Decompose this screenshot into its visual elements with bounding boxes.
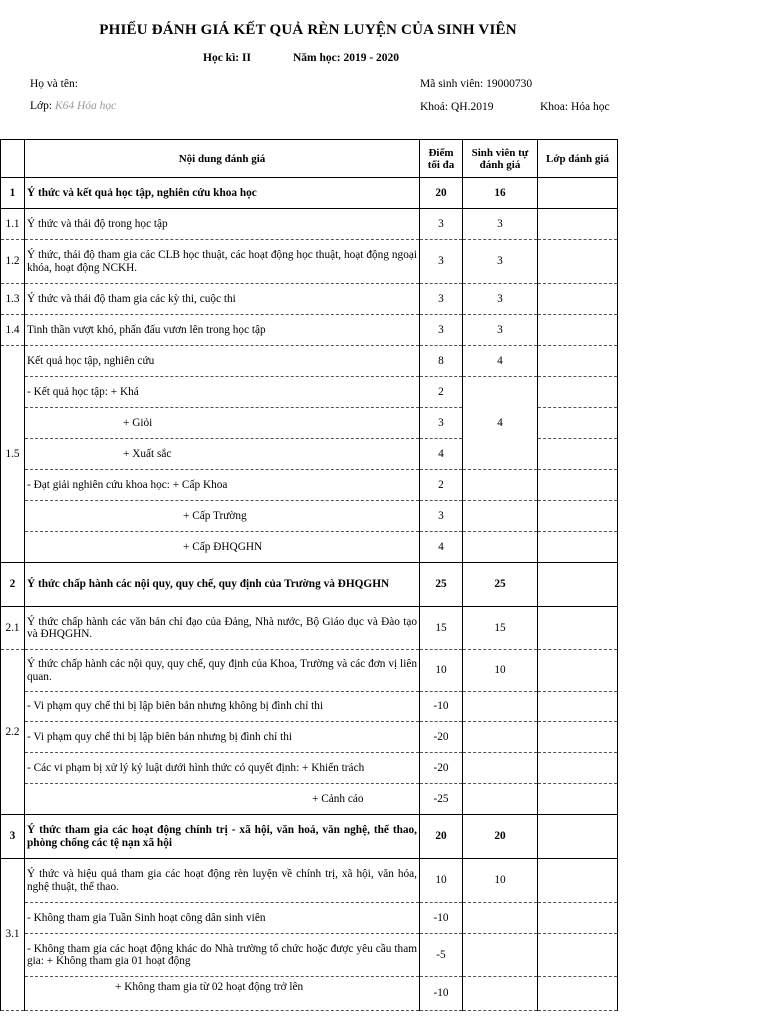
max-score: -10 [420, 977, 463, 1011]
table-row [1, 607, 618, 650]
table-row [1, 784, 618, 815]
row-number: 2.1 [1, 607, 25, 650]
max-score: -10 [420, 903, 463, 934]
table-header-row [1, 140, 618, 178]
class-score-cell[interactable] [538, 240, 618, 284]
class-value: K64 Hóa học [54, 100, 117, 112]
table-row [1, 903, 618, 934]
row-content: + Không tham gia từ 02 hoạt động trở lên [25, 977, 420, 1011]
self-score: 4 [463, 377, 538, 470]
evaluation-table [0, 139, 618, 1011]
class-score-cell[interactable] [538, 607, 618, 650]
row-content: Ý thức và kết quả học tập, nghiên cứu khoa học [25, 178, 420, 209]
row-content: - Đạt giải nghiên cứu khoa học: + Cấp Khoa [25, 470, 420, 501]
table-row [1, 284, 618, 315]
class-score-cell[interactable] [538, 470, 618, 501]
table-row [1, 977, 618, 1011]
header-self-score: Sinh viên tự đánh giá [463, 140, 538, 178]
table-row [1, 815, 618, 859]
max-score: 10 [420, 859, 463, 903]
row-number: 2.2 [1, 650, 25, 815]
row-content: + Giỏi [25, 408, 420, 439]
max-score: 20 [420, 815, 463, 859]
class-score-cell[interactable] [538, 563, 618, 607]
self-score-cell [463, 470, 538, 501]
max-score: 4 [420, 439, 463, 470]
row-number: 1.2 [1, 240, 25, 284]
max-score: 8 [420, 346, 463, 377]
class-label: Lớp: [30, 100, 53, 112]
row-content: + Xuất sắc [25, 439, 420, 470]
row-content: - Vi phạm quy chế thi bị lập biên bản nhưng không bị đình chỉ thi [25, 692, 420, 722]
self-score: 10 [463, 859, 538, 903]
row-content: Ý thức và hiệu quả tham gia các hoạt động rèn luyện về chính trị, xã hội, văn hóa, nghệ thuật, thể thao. [25, 859, 420, 903]
table-row [1, 753, 618, 784]
row-number: 1.3 [1, 284, 25, 315]
max-score: 3 [420, 284, 463, 315]
header-max-score: Điểm tối đa [420, 140, 463, 178]
class-score-cell[interactable] [538, 784, 618, 815]
self-score: 25 [463, 563, 538, 607]
self-score: 20 [463, 815, 538, 859]
student-name-label: Họ và tên: [30, 78, 78, 90]
row-content: - Vi phạm quy chế thi bị lập biên bản nhưng bị đình chỉ thi [25, 722, 420, 753]
table-row [1, 501, 618, 532]
row-content: Ý thức chấp hành các văn bản chỉ đạo của Đảng, Nhà nước, Bộ Giáo dục và Đào tạo và ĐHQGHN. [25, 607, 420, 650]
self-score-cell [463, 784, 538, 815]
row-content: + Cảnh cáo [25, 784, 420, 815]
max-score: 3 [420, 209, 463, 240]
class-score-cell[interactable] [538, 439, 618, 470]
class-score-cell[interactable] [538, 859, 618, 903]
form-title: PHIẾU ĐÁNH GIÁ KẾT QUẢ RÈN LUYỆN CỦA SINH VIÊN [99, 22, 517, 38]
max-score: 25 [420, 563, 463, 607]
max-score: 4 [420, 532, 463, 563]
table-row [1, 532, 618, 563]
table-row [1, 178, 618, 209]
header-class-score: Lớp đánh giá [538, 140, 618, 178]
class-score-cell[interactable] [538, 377, 618, 408]
max-score: 2 [420, 377, 463, 408]
max-score: 3 [420, 240, 463, 284]
row-content: Ý thức và thái độ trong học tập [25, 209, 420, 240]
class-score-cell[interactable] [538, 408, 618, 439]
row-content: Tinh thần vượt khó, phấn đấu vươn lên trong học tập [25, 315, 420, 346]
self-score: 3 [463, 315, 538, 346]
max-score: -20 [420, 753, 463, 784]
row-content: - Không tham gia các hoạt động khác do Nhà trường tổ chức hoặc được yêu cầu tham gia: + Không tham gia 01 hoạt động [25, 934, 420, 977]
class-score-cell[interactable] [538, 178, 618, 209]
max-score: 3 [420, 408, 463, 439]
max-score: 20 [420, 178, 463, 209]
table-row [1, 650, 618, 692]
self-score: 10 [463, 650, 538, 692]
class-score-cell[interactable] [538, 532, 618, 563]
row-number: 1.1 [1, 209, 25, 240]
table-row [1, 934, 618, 977]
class-score-cell[interactable] [538, 722, 618, 753]
cohort-label: Khoá: QH.2019 [420, 101, 494, 113]
row-content: Ý thức, thái độ tham gia các CLB học thuật, các hoạt động học thuật, hoạt động ngoại khóa, hoạt động NCKH. [25, 240, 420, 284]
self-score: 3 [463, 284, 538, 315]
table-row [1, 209, 618, 240]
row-content: - Kết quả học tập: + Khá [25, 377, 420, 408]
table-row [1, 859, 618, 903]
self-score: 15 [463, 607, 538, 650]
class-score-cell[interactable] [538, 903, 618, 934]
max-score: 15 [420, 607, 463, 650]
row-number: 1 [1, 178, 25, 209]
row-number: 3 [1, 815, 25, 859]
class-field [30, 100, 116, 112]
self-score-cell [463, 532, 538, 563]
max-score: 10 [420, 650, 463, 692]
class-score-cell[interactable] [538, 753, 618, 784]
row-content: - Không tham gia Tuần Sinh hoạt công dân sinh viên [25, 903, 420, 934]
class-score-cell[interactable] [538, 650, 618, 692]
max-score: 3 [420, 315, 463, 346]
row-number: 1.4 [1, 315, 25, 346]
class-score-cell[interactable] [538, 346, 618, 377]
row-number: 2 [1, 563, 25, 607]
max-score: -20 [420, 722, 463, 753]
self-score-cell [463, 903, 538, 934]
class-score-cell[interactable] [538, 692, 618, 722]
class-score-cell[interactable] [538, 284, 618, 315]
table-row [1, 240, 618, 284]
self-score-cell [463, 722, 538, 753]
row-content: Ý thức chấp hành các nội quy, quy chế, quy định của Trường và ĐHQGHN [25, 563, 420, 607]
school-year-label: Năm học: 2019 - 2020 [293, 52, 400, 64]
row-content: Ý thức chấp hành các nội quy, quy chế, quy định của Khoa, Trường và các đơn vị liên quan. [25, 650, 420, 692]
row-content: Ý thức tham gia các hoạt động chính trị - xã hội, văn hoá, văn nghệ, thể thao, phòng chống các tệ nạn xã hội [25, 815, 420, 859]
self-score-cell [463, 501, 538, 532]
class-score-cell[interactable] [538, 977, 618, 1011]
table-row [1, 563, 618, 607]
table-row [1, 346, 618, 377]
class-score-cell[interactable] [538, 934, 618, 977]
class-score-cell[interactable] [538, 209, 618, 240]
class-score-cell[interactable] [538, 501, 618, 532]
class-score-cell[interactable] [538, 315, 618, 346]
table-row [1, 692, 618, 722]
header-content: Nội dung đánh giá [25, 140, 420, 178]
table-row [1, 315, 618, 346]
class-score-cell[interactable] [538, 815, 618, 859]
self-score-cell [463, 692, 538, 722]
table-row [1, 377, 618, 408]
row-content: - Các vi phạm bị xử lý kỷ luật dưới hình thức có quyết định: + Khiển trách [25, 753, 420, 784]
self-score: 16 [463, 178, 538, 209]
self-score: 3 [463, 240, 538, 284]
faculty-label: Khoa: Hóa học [540, 101, 610, 113]
self-score: 3 [463, 209, 538, 240]
row-content: + Cấp ĐHQGHN [25, 532, 420, 563]
row-number: 3.1 [1, 859, 25, 1011]
header-num-cell [1, 140, 25, 178]
max-score: 3 [420, 501, 463, 532]
self-score-cell [463, 977, 538, 1011]
row-content: + Cấp Trường [25, 501, 420, 532]
student-id-label: Mã sinh viên: 19000730 [420, 78, 533, 90]
self-score: 4 [463, 346, 538, 377]
semester-label: Học kì: II [203, 52, 251, 64]
max-score: -5 [420, 934, 463, 977]
table-row [1, 470, 618, 501]
max-score: -25 [420, 784, 463, 815]
max-score: -10 [420, 692, 463, 722]
self-score-cell [463, 934, 538, 977]
row-content: Kết quả học tập, nghiên cứu [25, 346, 420, 377]
table-row [1, 722, 618, 753]
self-score-cell [463, 753, 538, 784]
row-number: 1.5 [1, 346, 25, 563]
max-score: 2 [420, 470, 463, 501]
row-content: Ý thức và thái độ tham gia các kỳ thi, cuộc thi [25, 284, 420, 315]
